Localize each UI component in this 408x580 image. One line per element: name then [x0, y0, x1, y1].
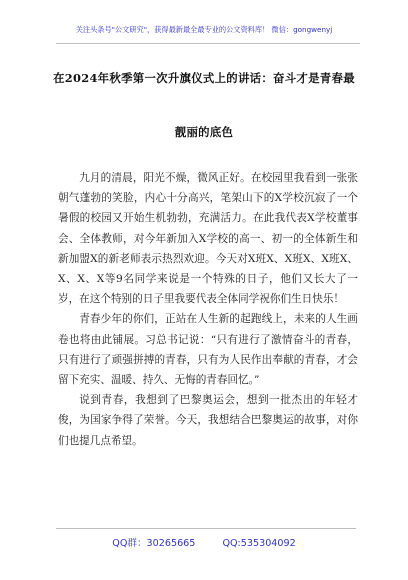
paragraph-3: 说到青春，我想到了巴黎奥运会，想到一批杰出的年轻才俊，为国家争得了荣誉。今天，我想结合巴黎奥运的故事，对你们也提几点希望。 — [58, 394, 358, 447]
footer-qq-group: QQ群：30265665 — [112, 538, 196, 549]
document-body — [58, 168, 358, 451]
footer-qq-contact: QQ:535304092 — [222, 538, 296, 549]
document-title-line-2: 靓丽的底色 — [174, 125, 234, 139]
paragraph-1: 九月的清晨，阳光不燥，微风正好。在校园里我看到一张张朝气蓬勃的笑脸，内心十分高兴，笔架山下的X学校沉寂了一个暑假的校园又开始生机勃勃，充满活力。在此我代表X学校董事会、全体教师，对今年新加入X学校的高一、初一的全体新生和新加盟X的新老师表示热烈欢迎。今天对X班X、X班X、X班X、X、X、X等9名同学来说是一个特殊的日子，他们又长大了一岁，在这个特别的日子里我要代表全体同学祝你们生日快乐！ — [58, 172, 358, 306]
header-divider — [56, 43, 360, 44]
document-title-line-1: 在2024年秋季第一次升旗仪式上的讲话：奋斗才是青春最 — [53, 71, 355, 85]
footer — [0, 535, 408, 549]
header-note: 关注头条号"公文研究"，获得最新最全最专业的公文资料库！ 微信：gongwenyj — [75, 25, 333, 34]
paragraph-2: 青春少年的你们，正站在人生新的起跑线上，未来的人生画卷也将由此铺展。习总书记说：“只有进行了激情奋斗的青春，只有进行了顽强拼搏的青春，只有为人民作出奉献的青春，才会留下充实、温暖、持久、无悔的青春回忆。” — [58, 313, 358, 387]
footer-divider — [56, 528, 356, 529]
